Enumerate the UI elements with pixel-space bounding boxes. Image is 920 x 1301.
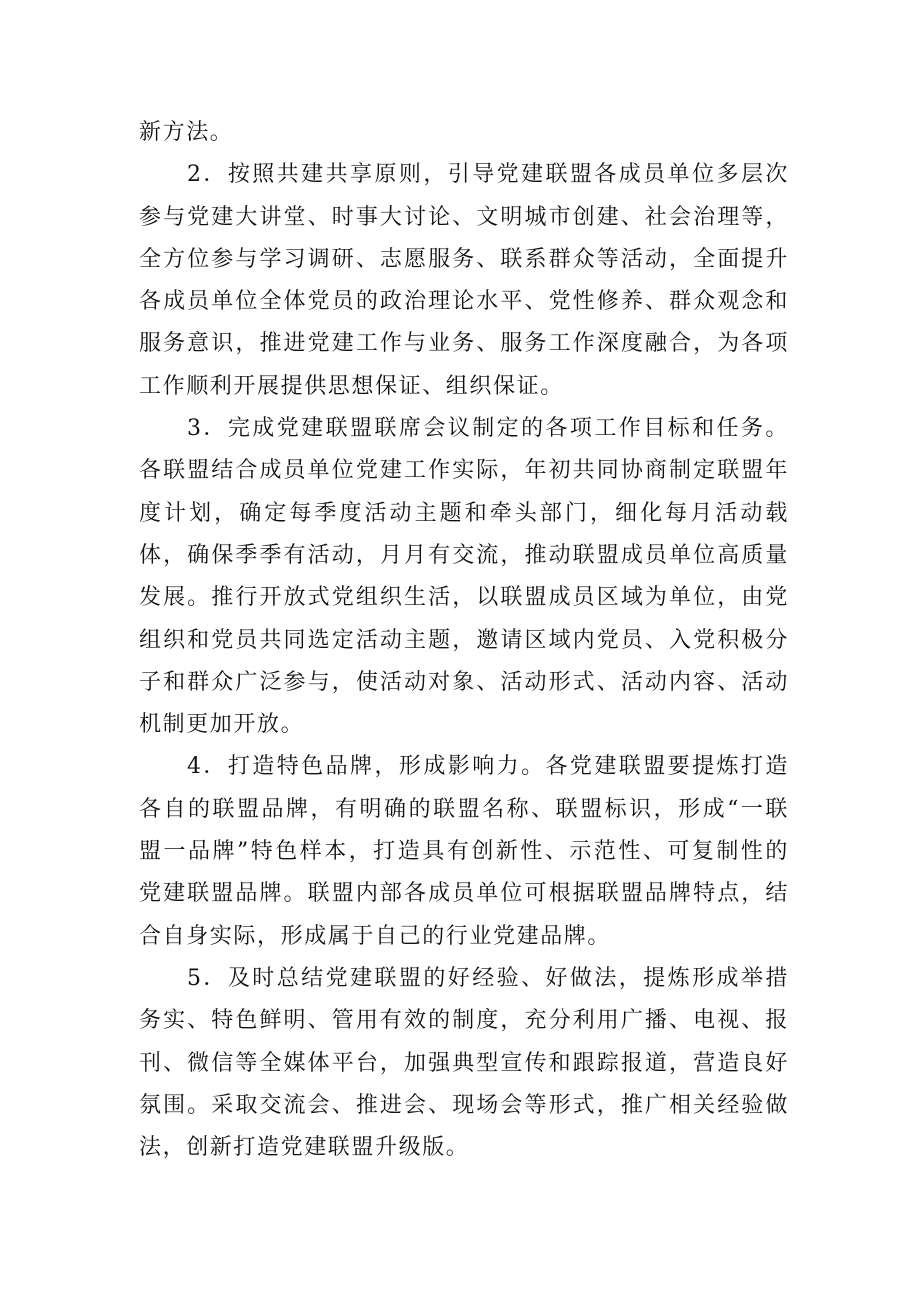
paragraph-item-2: 2．按照共建共享原则，引导党建联盟各成员单位多层次参与党建大讲堂、时事大讨论、文明城市创建、社会治理等，全方位参与学习调研、志愿服务、联系群众等活动，全面提升各成员单位全体党员的政治理论水平、党性修养、群众观念和服务意识，推进党建工作与业务、服务工作深度融合，为各项工作顺利开展提供思想保证、组织保证。: [139, 162, 789, 399]
document-body: [139, 112, 789, 1169]
paragraph-continuation: 新方法。: [139, 120, 234, 145]
paragraph-item-4: 4．打造特色品牌，形成影响力。各党建联盟要提炼打造各自的联盟品牌，有明确的联盟名称、联盟标识，形成“一联盟一品牌”特色样本，打造具有创新性、示范性、可复制性的党建联盟品牌。联盟内部各成员单位可根据联盟品牌特点，结合自身实际，形成属于自己的行业党建品牌。: [139, 754, 789, 949]
paragraph-item-5: 5．及时总结党建联盟的好经验、好做法，提炼形成举措务实、特色鲜明、管用有效的制度，充分利用广播、电视、报刊、微信等全媒体平台，加强典型宣传和跟踪报道，营造良好氛围。采取交流会、推进会、现场会等形式，推广相关经验做法，创新打造党建联盟升级版。: [139, 965, 789, 1161]
paragraph-item-3: 3．完成党建联盟联席会议制定的各项工作目标和任务。各联盟结合成员单位党建工作实际，年初共同协商制定联盟年度计划，确定每季度活动主题和牵头部门，细化每月活动载体，确保季季有活动，月月有交流，推动联盟成员单位高质量发展。推行开放式党组织生活，以联盟成员区域为单位，由党组织和党员共同选定活动主题，邀请区域内党员、入党积极分子和群众广泛参与，使活动对象、活动形式、活动内容、活动机制更加开放。: [139, 416, 789, 738]
